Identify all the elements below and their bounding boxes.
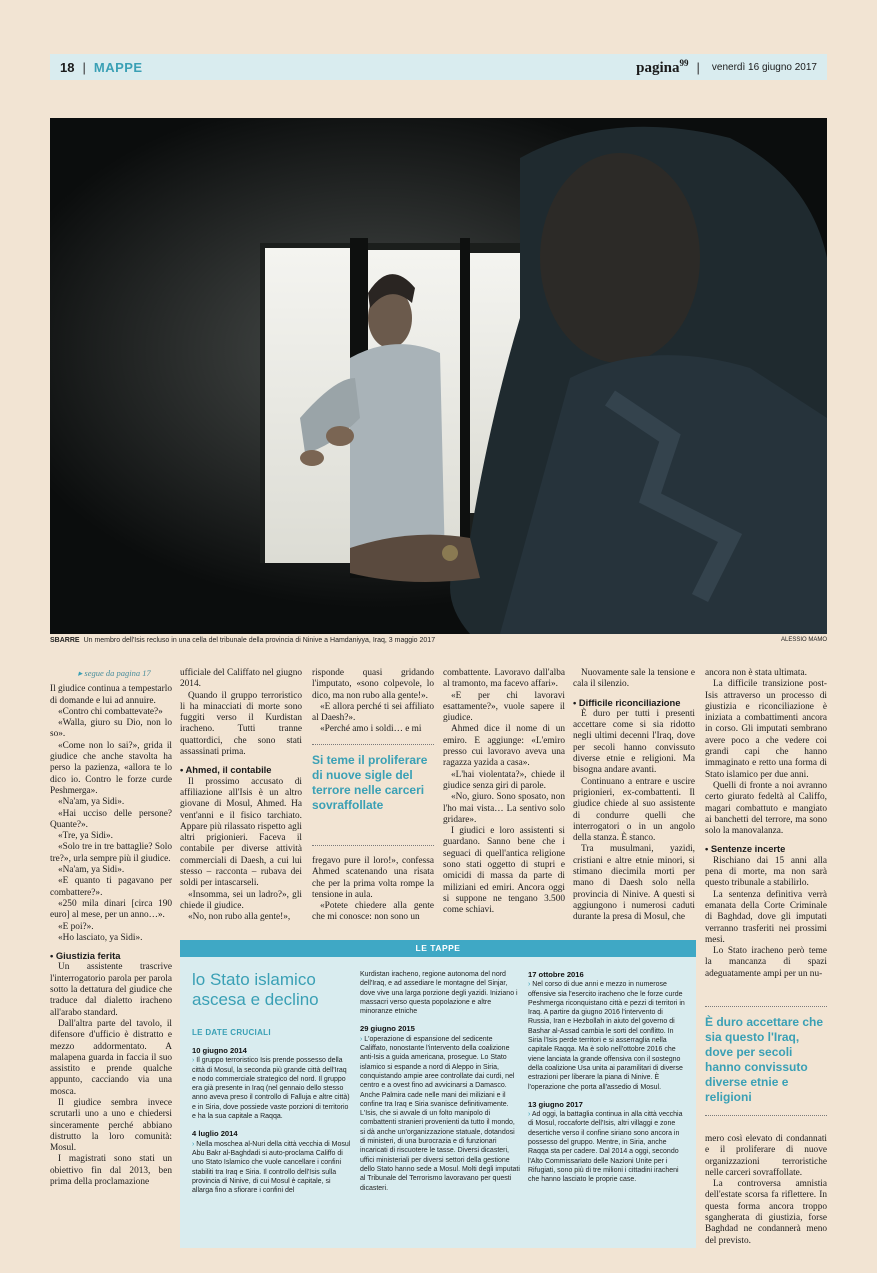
- article-column-2: [180, 668, 302, 926]
- caption-text: Un membro dell'Isis recluso in una cella del tribunale della provincia di Ninive a Hamdaniyya, Iraq, 3 maggio 2017: [83, 637, 436, 644]
- timeline-title: lo Stato islamico ascesa e declino: [192, 970, 319, 1009]
- paragraph: combattente. Lavoravo dall'alba al tramonto, ma facevo affari».: [443, 668, 565, 690]
- paragraph: «L'hai violentata?», chiede il giudice senza giri di parole.: [443, 769, 565, 791]
- photo-caption: [50, 637, 827, 644]
- timeline-box: [180, 940, 696, 1248]
- subheading: • Ahmed, il contabile: [180, 764, 272, 776]
- paragraph: risponde quasi gridando l'imputato, «sono colpevole, lo dico, ma non rubo alla gente!».: [312, 668, 434, 701]
- paragraph: «Perché amo i soldi… e mi: [320, 724, 422, 735]
- paragraph: «E poi?».: [58, 921, 94, 932]
- timeline-text: › Il gruppo terroristico Isis prende possesso della città di Mosul, la seconda più grande città dell'Iraq e nodo commerciale strategico del nord. Il gruppo era già presente in Iraq (nel gennaio dello stesso anno aveva preso il controllo di Falluja e altre città) e in Siria, dove possiede vaste porzioni di territorio e ha la sua capitale a Raqqa.: [192, 1056, 352, 1121]
- article-column-5: [573, 668, 695, 926]
- paragraph: «Potete chiedere alla gente che mi conosce: non sono un: [312, 901, 434, 923]
- timeline-text: › L'operazione di espansione del sedicente Califfato, nonostante l'intervento della coalizione anti-Isis a guida americana, prosegue. Lo Stato islamico si espande a nord di Aleppo in Siria, conquistando ampie aree controllate dai curdi, nel centro e a ovest fino ad avvicinarsi a Damasco. Anche Palmira cade nelle mani dei miliziani e il confine tra Iraq e Siria svanisce definitivamente. L'Isis, che si avvale di un folto manipolo di combattenti stranieri provenienti da tutto il mondo, si dà anche un'organizzazione statuale, dotandosi di ministeri, di una burocrazia e di funzionari incaricati di riscuotere le tasse. Diversi dicasteri, uffici ministeriali per diversi settori della gestione dello Stato hanno sede a Mosul. Molti degli imputati al Tribunale del Terrorismo lavoravano per questi dicasteri.: [360, 1035, 520, 1193]
- photo-credit: ALESSIO MAMO: [780, 637, 827, 643]
- pull-quote-2: È duro accettare che sia questo l'Iraq, dove per secoli hanno convissuto diverse etnie e religioni: [705, 1006, 827, 1116]
- paragraph: Un assistente trascrive l'interrogatorio parola per parola sotto la dettatura del giudice che traduce dal dialetto iracheno all'arabo standard.: [50, 962, 172, 1018]
- article-column-3-bottom: [312, 856, 434, 926]
- paragraph: Rischiano dai 15 anni alla pena di morte, ma non sarà questo tribunale a stabilirlo.: [705, 855, 827, 889]
- article-column-6-top: [705, 668, 827, 1000]
- paragraph: «Ho lasciato, ya Sidi».: [58, 932, 143, 943]
- paragraph: Dall'altra parte del tavolo, il difensore d'ufficio è distratto e mezzo addormentato. A malapena guarda in faccia il suo assistito e prende qualche appunto, cacciando via una mosca.: [50, 1018, 172, 1097]
- page-header: [50, 54, 827, 80]
- paragraph: La difficile transizione post-Isis attraverso un processo di giustizia e riconciliazione è iniziata a combattimenti ancora in corso. Gli imputati sembrano avere poco a che vedere coi grandi capi che hanno immaginato e retto una forma di Stato islamico per due anni.: [705, 679, 827, 780]
- caption-label: SBARRE: [50, 637, 80, 644]
- brand-name: pagina: [636, 59, 680, 76]
- paragraph: «Na'am, ya Sidi».: [58, 865, 125, 876]
- timeline-text-continued: Kurdistan iracheno, regione autonoma del nord dell'Iraq, e ad assediare le montagne del Sinjar, dove vive una larga porzione degli yazidi. Iniziano i massacri verso questa popolazione e altre minoranze etniche: [360, 971, 518, 1016]
- continued-from-link[interactable]: ▸ segue da pagina 17: [50, 668, 172, 679]
- timeline-date: 17 ottobre 2016: [528, 970, 584, 979]
- paragraph: È duro per tutti i presenti accettare come si sia ridotto negli ultimi decenni l'Iraq, dove per secoli hanno convissuto diverse etnie e religioni. Ma bisogna andare avanti.: [573, 708, 695, 776]
- paragraph: «E per chi lavoravi esattamente?», vuole sapere il giudice.: [443, 690, 565, 724]
- page-number: 18: [60, 59, 75, 75]
- paragraph: «No, giuro. Sono sposato, non l'ho mai vista… La sentivo solo gridare».: [443, 792, 565, 825]
- paragraph: «Na'am, ya Sidi».: [58, 797, 125, 808]
- paragraph: «E quanto ti pagavano per combattere?».: [50, 876, 172, 898]
- subheading: • Giustizia ferita: [50, 950, 121, 962]
- header-separator: |: [82, 59, 86, 75]
- paragraph: «Tre, ya Sidi».: [58, 831, 113, 842]
- timeline-column-2: [360, 970, 520, 1242]
- section-name: MAPPE: [93, 59, 143, 75]
- paragraph: «No, non rubo alla gente!»,: [188, 912, 291, 923]
- issue-date: venerdì 16 giugno 2017: [711, 61, 817, 73]
- timeline-date: 13 giugno 2017: [528, 1099, 583, 1109]
- timeline-subtitle: LE DATE CRUCIALI: [192, 1028, 271, 1037]
- article-column-1: [50, 668, 172, 1248]
- paragraph: Ahmed dice il nome di un emiro. E aggiunge: «L'emiro presso cui lavoravo aveva una ragazza yazida a casa».: [443, 724, 565, 769]
- paragraph: Tra musulmani, yazidi, cristiani e altre etnie minori, si stimano diecimila morti per mano di Daesh solo nella provincia di Ninive. A questi si aggiungono i numerosi caduti durante la presa di Mosul, che: [573, 844, 695, 923]
- paragraph: I magistrati sono stati un obiettivo fin dal 2013, ben prima della proclamazione: [50, 1154, 172, 1188]
- article-column-4: [443, 668, 565, 926]
- main-photo: [50, 118, 827, 634]
- paragraph: Nuovamente sale la tensione e cala il silenzio.: [573, 668, 695, 690]
- paragraph: «Hai ucciso delle persone? Quante?».: [50, 808, 172, 830]
- timeline-header: LE TAPPE: [180, 940, 696, 957]
- brand-sup: 99: [679, 57, 689, 68]
- paragraph: mero così elevato di condannati e il proliferare di nuove organizzazioni terroristiche nelle carceri sovraffollate.: [705, 1134, 827, 1178]
- pull-quote-1: Si teme il proliferare di nuove sigle del terrore nelle carceri sovraffollate: [312, 744, 434, 846]
- paragraph: «Contro chi combattevate?»: [58, 706, 163, 717]
- header-separator-2: |: [696, 59, 700, 75]
- paragraph: ufficiale del Califfato nel giugno 2014.: [180, 668, 302, 690]
- subheading: • Difficile riconciliazione: [573, 696, 681, 708]
- timeline-date: 29 giugno 2015: [360, 1024, 415, 1034]
- paragraph: Il prossimo accusato di affiliazione all'Isis è un altro giovane di Mosul, Ahmed. Ha vent'anni e il fisico tarchiato. Appare più rilassato rispetto agli altri prigionieri. Faceva il contabile per diverse attività commerciali di Daesh, a cui lui stesso – racconta – rubava dei soldi per intascarseli.: [180, 776, 302, 889]
- paragraph: «250 mila dinari [circa 190 euro] al mese, per un anno…».: [50, 898, 172, 921]
- paragraph: «Solo tre in tre battaglie? Solo tre?», urla sempre più il giudice.: [50, 842, 172, 864]
- paragraph: «Insomma, sei un ladro?», gli chiede il giudice.: [180, 889, 302, 911]
- timeline-column-1: [192, 1046, 352, 1242]
- timeline-text: › Ad oggi, la battaglia continua in alla città vecchia di Mosul, roccaforte dell'Isis, altri villaggi e zone desertiche verso il confine siriano sono ancora in possesso del gruppo. Mentre, in Siria, anche Raqqa sta per cadere. Dal 2014 a oggi, secondo l'Alto Commissariato delle Nazioni Unite per i Rifugiati, sono più di tre milioni i cittadini iracheni che hanno lasciato le proprie case.: [528, 1110, 688, 1184]
- subheading: • Sentenze incerte: [705, 843, 786, 855]
- timeline-text: › Nella moschea al-Nuri della città vecchia di Mosul Abu Bakr al-Baghdadi si auto-proclama Califfo di uno Stato Islamico che vuole cancellare i confini stabiliti tra Iraq e Siria. Il controllo dell'Isis sulla provincia di Ninive, di cui Mosul è capitale, si allarga fino a sfiorare i confini del: [192, 1140, 352, 1196]
- prison-cell-photo: [50, 118, 827, 634]
- timeline-date: 10 giugno 2014: [192, 1046, 247, 1055]
- article-column-6-bottom: [705, 1134, 827, 1248]
- paragraph: «Walla, giuro su Dio, non lo so».: [50, 718, 172, 740]
- paragraph: Continuano a entrare e uscire prigionieri, ex-combattenti. Il giudice chiede al suo assistente di condurre quelli che interrogatori o in un angolo della stanza. È stanco.: [573, 776, 695, 844]
- paragraph: La sentenza definitiva verrà emanata della Corte Criminale di Baghdad, dove gli imputati verranno trasferiti nei prossimi mesi.: [705, 889, 827, 945]
- paragraph: I giudici e loro assistenti si guardano. Sanno bene che i seguaci di quell'antica religione sono stati oggetto di stupri e omicidi di massa da parte di miliziani ed emiri. Ancora oggi si suppone ne tengano 3.500 come schiavi.: [443, 826, 565, 916]
- paragraph: Quando il gruppo terroristico li ha minacciati di morte sono fuggiti verso il Kurdistan iracheno. Tutti tranne quattordici, che sono stati assassinati prima.: [180, 690, 302, 758]
- paragraph: ancora non è stata ultimata.: [705, 668, 807, 678]
- article-column-3-top: [312, 668, 434, 740]
- timeline-text: › Nel corso di due anni e mezzo in numerose offensive sia l'esercito iracheno che le forze curde Peshmerga riconquistano città e pezzi di territori in Iraq. A partire da giugno 2016 l'intervento di Russia, Iran e Hezbollah in aiuto del governo di Bashar al-Assad cambia le sorti del conflitto. In Siria l'Isis perde territori e si asserraglia nella capitale Raqqa. Ma è solo nell'ottobre 2016 che viene lanciata la grande offensiva con il sostegno della coalizione Usa unita ai paramilitari di diverse estrazioni per liberare la piana di Ninive. È l'operazione che porta all'assedio di Mosul.: [528, 980, 688, 1092]
- paragraph: «Come non lo sai?», grida il giudice che anche stavolta ha perso la pazienza, «allora te lo dico io. Contro le forze curde Peshmerga».: [50, 740, 172, 796]
- paragraph: Il giudice continua a tempestarlo di domande e lui ad annuire.: [50, 684, 172, 706]
- paragraph: Quelli di fronte a noi avranno certo giurato fedeltà al Califfo, magari combattuto e mangiato ai banchetti del terrore, ma sono solo la manovalanza.: [705, 780, 827, 837]
- paragraph: Lo Stato iracheno però teme la mancanza di spazi adeguatamente ampi per un nu-: [705, 946, 827, 979]
- timeline-column-3: [528, 970, 688, 1242]
- paragraph: La controversa amnistia dell'estate scorsa fa riflettere. In questa forma ancora troppo sgangherata di giustizia, forse Baghdad ne condannerà meno del previsto.: [705, 1179, 827, 1246]
- brand-logo: [636, 58, 688, 77]
- timeline-date: 4 luglio 2014: [192, 1129, 238, 1139]
- paragraph: Il giudice sembra invece scrutarli uno a uno e chiedersi sinceramente perché abbiano distrutto la loro comunità: Mosul.: [50, 1097, 172, 1154]
- paragraph: fregavo pure il loro!», confessa Ahmed scatenando una risata che per la prima volta rompe la tensione in aula.: [312, 856, 434, 900]
- paragraph: «E allora perché ti sei affiliato al Daesh?».: [312, 701, 434, 724]
